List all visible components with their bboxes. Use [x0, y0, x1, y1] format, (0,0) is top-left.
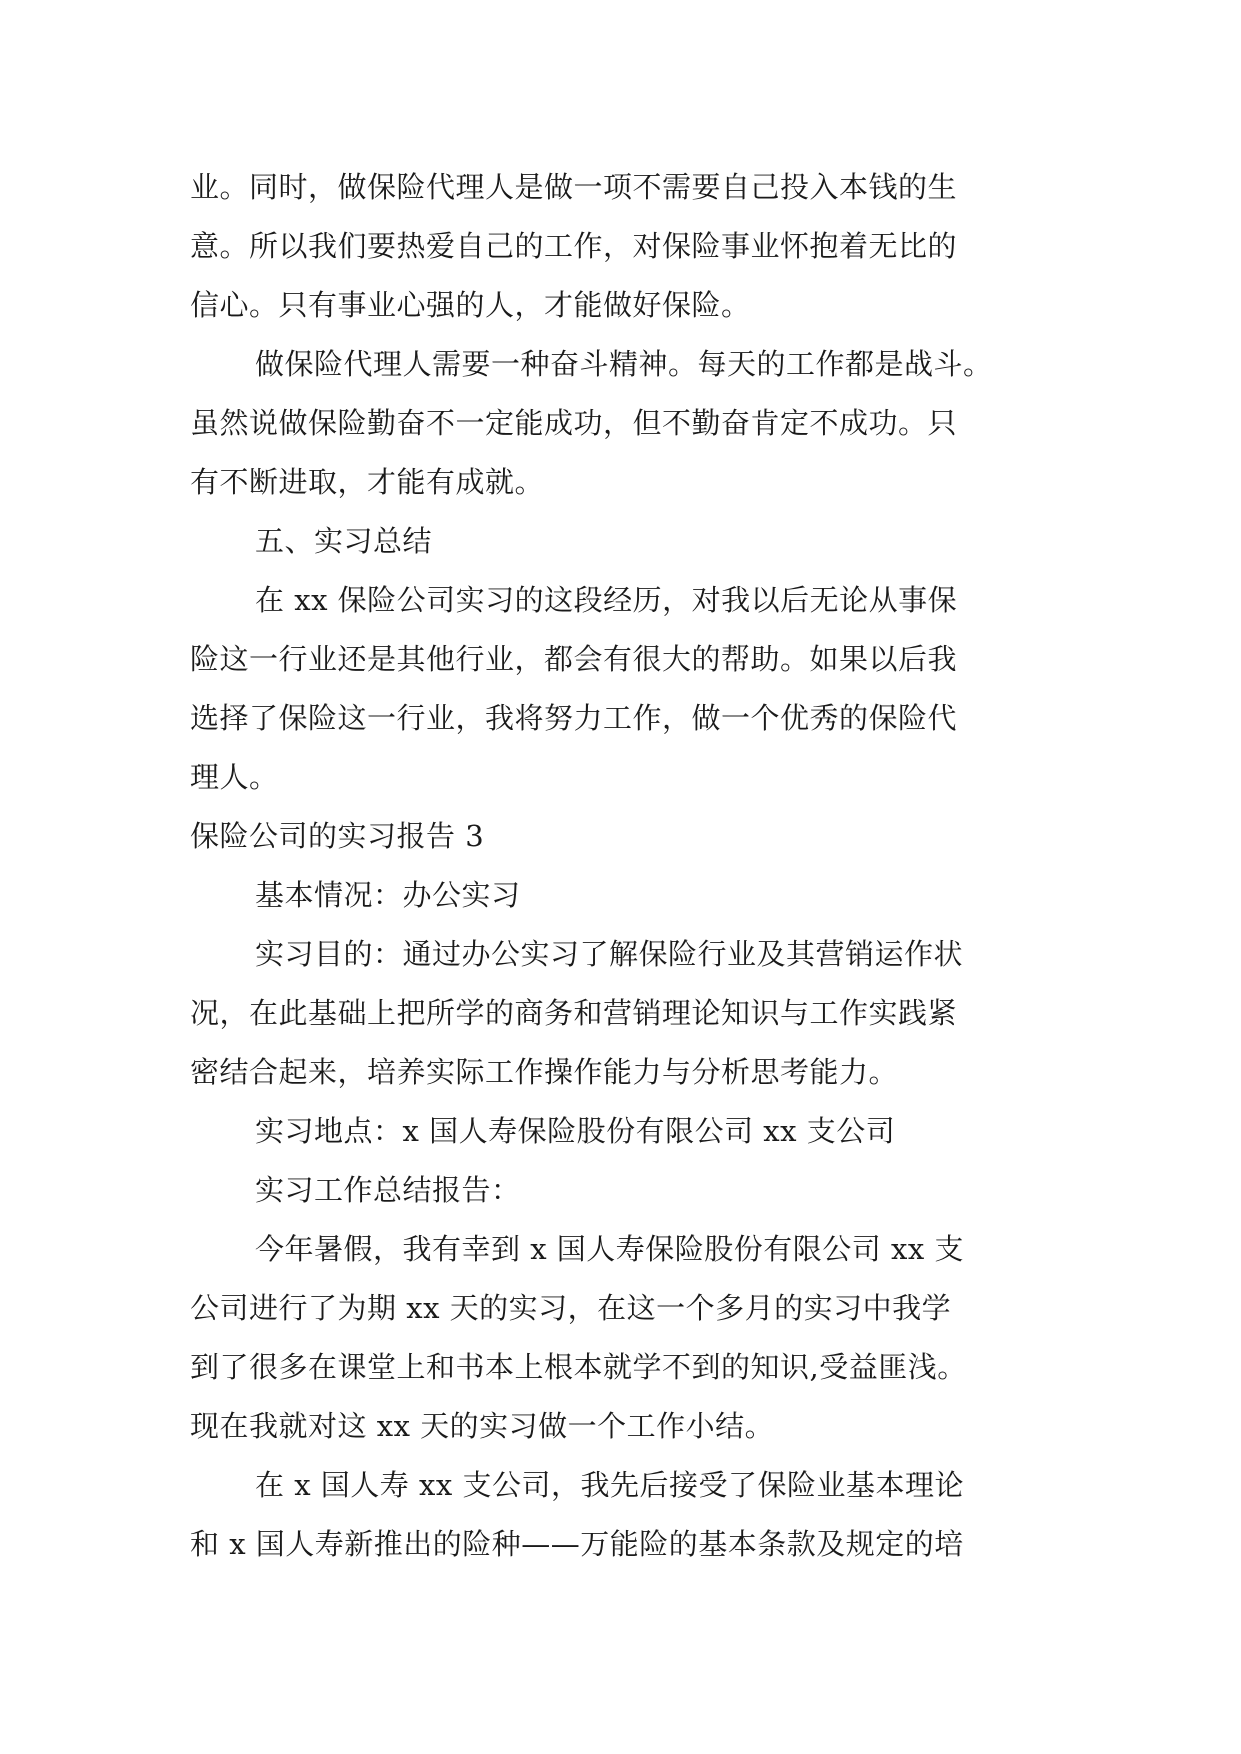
- paragraph-first-line: 做保险代理人需要一种奋斗精神。每天的工作都是战斗。: [255, 347, 993, 381]
- paragraph-first-line: 今年暑假，我有幸到 x 国人寿保险股份有限公司 xx 支: [255, 1232, 964, 1266]
- report-title: 保险公司的实习报告 3: [190, 819, 485, 853]
- paragraph-first-line: 实习目的：通过办公实习了解保险行业及其营销运作状: [255, 937, 964, 971]
- text-line: 信心。只有事业心强的人，才能做好保险。: [190, 288, 751, 322]
- text-line: 有不断进取，才能有成就。: [190, 465, 545, 499]
- paragraph-first-line: 实习工作总结报告：: [255, 1173, 521, 1207]
- text-line: 到了很多在课堂上和书本上根本就学不到的知识,受益匪浅。: [190, 1350, 967, 1384]
- text-line: 密结合起来，培养实际工作操作能力与分析思考能力。: [190, 1055, 899, 1089]
- paragraph-first-line: 在 x 国人寿 xx 支公司，我先后接受了保险业基本理论: [255, 1468, 964, 1502]
- text-line: 险这一行业还是其他行业，都会有很大的帮助。如果以后我: [190, 642, 958, 676]
- document-body: [190, 158, 1060, 1574]
- text-line: 公司进行了为期 xx 天的实习，在这一个多月的实习中我学: [190, 1291, 952, 1325]
- paragraph-first-line: 基本情况：办公实习: [255, 878, 521, 912]
- text-line: 况，在此基础上把所学的商务和营销理论知识与工作实践紧: [190, 996, 958, 1030]
- paragraph-first-line: 在 xx 保险公司实习的这段经历，对我以后无论从事保: [255, 583, 958, 617]
- section-heading: 五、实习总结: [255, 524, 433, 558]
- text-line: 和 x 国人寿新推出的险种——万能险的基本条款及规定的培: [190, 1527, 964, 1561]
- text-line: 虽然说做保险勤奋不一定能成功，但不勤奋肯定不成功。只: [190, 406, 958, 440]
- text-line: 选择了保险这一行业，我将努力工作，做一个优秀的保险代: [190, 701, 958, 735]
- text-line: 意。所以我们要热爱自己的工作，对保险事业怀抱着无比的: [190, 229, 958, 263]
- text-line: 业。同时，做保险代理人是做一项不需要自己投入本钱的生: [190, 170, 958, 204]
- text-line: 理人。: [190, 760, 279, 794]
- text-line: 现在我就对这 xx 天的实习做一个工作小结。: [190, 1409, 775, 1443]
- paragraph-first-line: 实习地点：x 国人寿保险股份有限公司 xx 支公司: [255, 1114, 896, 1148]
